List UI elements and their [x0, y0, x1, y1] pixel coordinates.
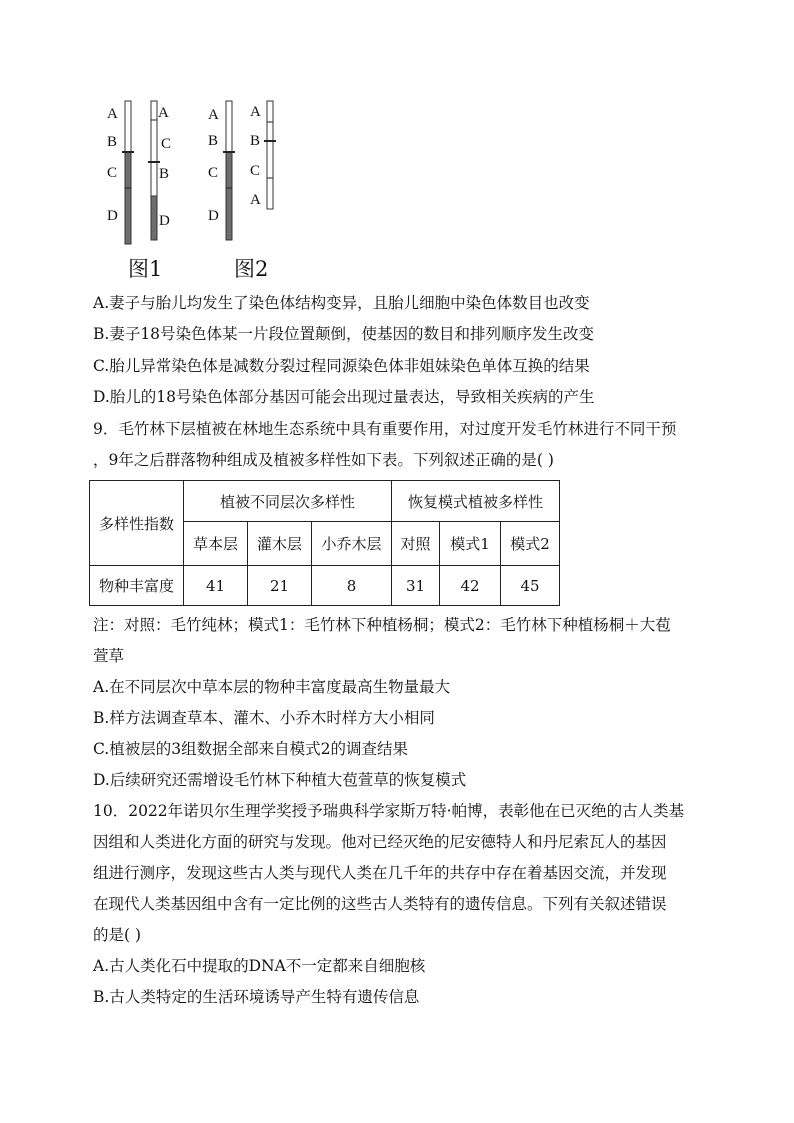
q10-stem-line: 10．2022年诺贝尔生理学奖授予瑞典科学家斯万特·帕博，表彰他在已灭绝的古人类基 [93, 802, 685, 820]
q9-option-d: D.后续研究还需增设毛竹林下种植大苞萱草的恢复模式 [93, 771, 467, 789]
fig1-chromosome-left [122, 101, 134, 244]
q8-option-c: C.胎儿异常染色体是减数分裂过程同源染色体非姐妹染色单体互换的结果 [93, 357, 590, 375]
table-corner-header: 多样性指数 [90, 481, 184, 566]
fig2-caption: 图2 [234, 257, 269, 281]
table-column-header: 草本层 [184, 522, 248, 566]
q9-stem-line: ，9年之后群落物种组成及植被多样性如下表。下列叙述正确的是( ) [93, 451, 554, 469]
table-group-header: 植被不同层次多样性 [184, 481, 392, 522]
q8-option-a: A.妻子与胎儿均发生了染色体结构变异，且胎儿细胞中染色体数目也改变 [93, 294, 590, 312]
table-row-label: 物种丰富度 [90, 566, 184, 606]
q10-stem-line: 在现代人类基因组中含有一定比例的这些古人类特有的遗传信息。下列有关叙述错误 [93, 895, 667, 913]
fig1-left-letter: C [107, 165, 118, 181]
chromosome-figure [100, 96, 300, 286]
q10-stem-line: 因组和人类进化方面的研究与发现。他对已经灭绝的尼安德特人和丹尼索瓦人的基因 [93, 833, 667, 851]
fig1-right-letter: A [158, 105, 169, 121]
table-cell: 8 [312, 566, 392, 606]
fig1-caption: 图1 [128, 257, 163, 281]
fig1-left-letter: D [107, 208, 118, 224]
q10-option-b: B.古人类特定的生活环境诱导产生特有遗传信息 [93, 988, 420, 1006]
q10-option-a: A.古人类化石中提取的DNA不一定都来自细胞核 [93, 957, 426, 975]
fig2-chromosome-right [264, 101, 276, 209]
table-column-header: 对照 [392, 522, 440, 566]
q9-stem-line: 9．毛竹林下层植被在林地生态系统中具有重要作用，对过度开发毛竹林进行不同干预 [93, 420, 677, 438]
chromosome-diagram [100, 96, 300, 286]
table-column-header: 灌木层 [248, 522, 312, 566]
table-cell: 41 [184, 566, 248, 606]
table-cell: 31 [392, 566, 440, 606]
fig1-left-letter: A [107, 106, 118, 122]
fig2-right-letter: B [250, 133, 261, 149]
q8-option-d: D.胎儿的18号染色体部分基因可能会出现过量表达，导致相关疾病的产生 [93, 388, 595, 406]
fig2-right-letter: A [250, 192, 261, 208]
table-column-header: 小乔木层 [312, 522, 392, 566]
fig1-right-letter: C [161, 136, 172, 152]
fig2-left-letter: D [208, 208, 219, 224]
fig2-right-letter: A [250, 104, 261, 120]
q9-option-c: C.植被层的3组数据全部来自模式2的调查结果 [93, 740, 408, 758]
table-cell: 21 [248, 566, 312, 606]
fig2-chromosome-left [223, 101, 235, 240]
q8-option-b: B.妻子18号染色体某一片段位置颠倒，使基因的数目和排列顺序发生改变 [93, 325, 595, 343]
table-column-header: 模式1 [440, 522, 501, 566]
table-group-header: 恢复模式植被多样性 [392, 481, 560, 522]
fig2-left-letter: A [208, 107, 219, 123]
q9-note-line: 萱草 [93, 647, 125, 665]
table-cell: 42 [440, 566, 501, 606]
q10-stem-line: 的是( ) [93, 926, 142, 944]
fig2-right-letter: C [250, 163, 261, 179]
q9-option-a: A.在不同层次中草本层的物种丰富度最高生物量最大 [93, 678, 451, 696]
q9-option-b: B.样方法调查草本、灌木、小乔木时样方大小相同 [93, 709, 435, 727]
fig1-right-letter: D [159, 213, 170, 229]
q10-stem-line: 组进行测序，发现这些古人类与现代人类在几千年的共存中存在着基因交流，并发现 [93, 864, 667, 882]
fig1-right-letter: B [159, 166, 170, 182]
fig2-left-letter: B [208, 133, 219, 149]
table-cell: 45 [501, 566, 560, 606]
table-column-header: 模式2 [501, 522, 560, 566]
diversity-table [89, 480, 560, 606]
fig1-left-letter: B [107, 134, 118, 150]
q9-note-line: 注：对照：毛竹纯林；模式1：毛竹林下种植杨桐；模式2：毛竹林下种植杨桐＋大苞 [93, 616, 671, 634]
fig2-left-letter: C [208, 165, 219, 181]
